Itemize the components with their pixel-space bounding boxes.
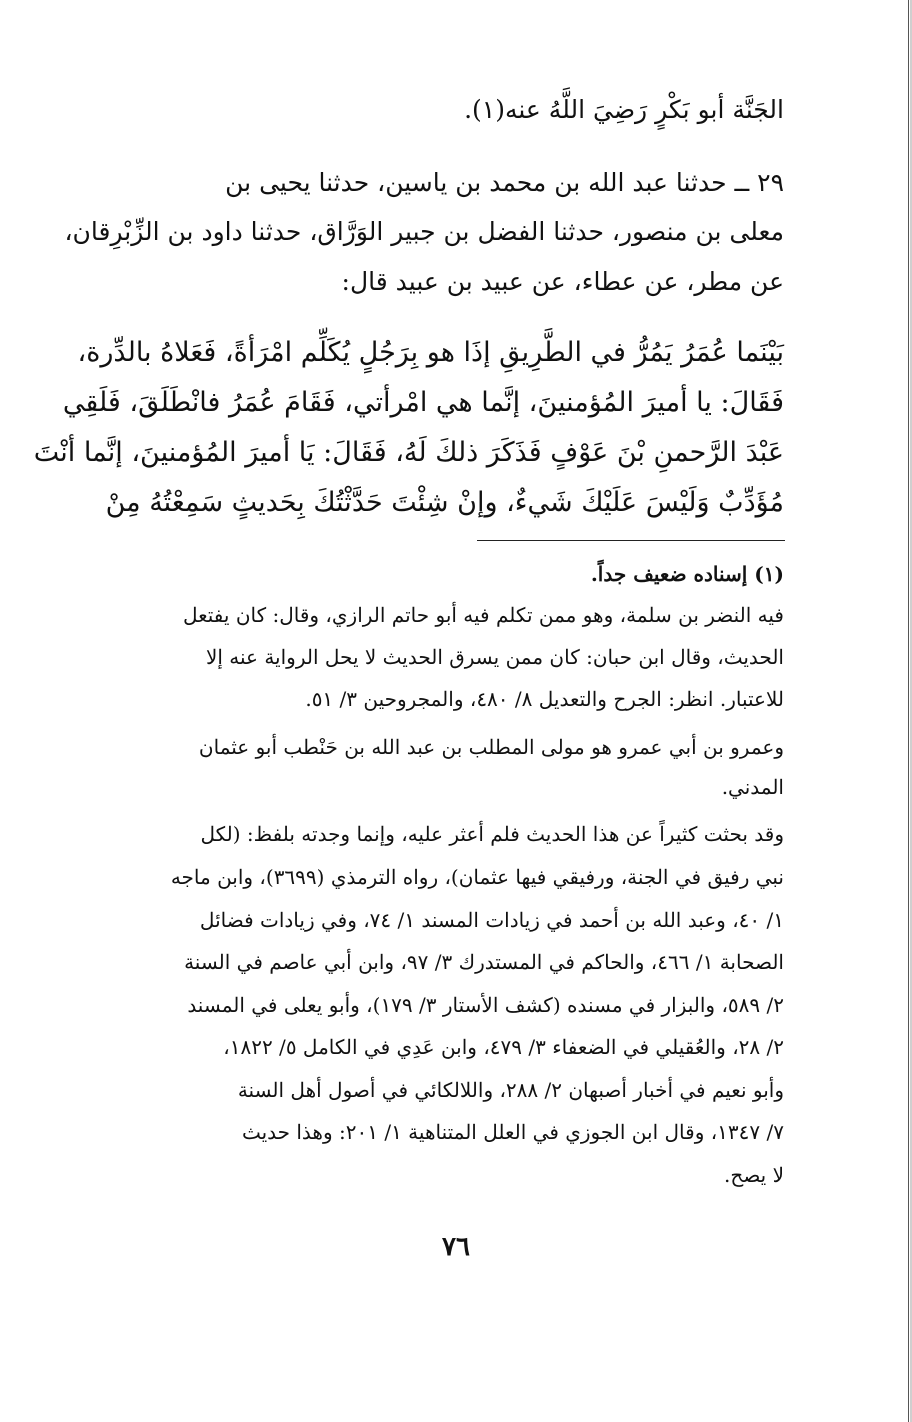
footnote-line-10: ٢/ ٥٨٩، والبزار في مسنده (كشف الأستار ٣/ ١٧٩)، وأبو يعلى في المسند [187,993,784,1017]
page-number: ٧٦ [442,1232,470,1262]
main-text-line-3: معلى بن منصور، حدثنا الفضل بن جبير الوَرَّاق، حدثنا داود بن الزِّبْرِقان، [64,217,784,246]
footnote-line-2: الحديث، وقال ابن حبان: كان ممن يسرق الحديث لا يحل الرواية عنه إلا [205,645,784,669]
main-text-line-2: ٢٩ ــ حدثنا عبد الله بن محمد بن ياسين، حدثنا يحيى بن [225,168,784,197]
main-text-line-4: عن مطر، عن عطاء، عن عبيد بن عبيد قال: [341,267,784,296]
footnote-line-7: نبي رفيق في الجنة، ورفيقي فيها عثمان)، رواه الترمذي (٣٦٩٩)، وابن ماجه [170,865,784,889]
footnote-line-4: وعمرو بن أبي عمرو هو مولى المطلب بن عبد الله بن حَنْطب أبو عثمان [198,735,784,759]
footnote-line-6: وقد بحثت كثيراً عن هذا الحديث فلم أعثر عليه، وإنما وجدته بلفظ: (لكل [200,822,784,846]
footnote-separator [477,540,785,541]
hadith-line-3: عَبْدَ الرَّحمنِ بْنَ عَوْفٍ فَذَكَرَ ذلكَ لَهُ، فَقَالَ: يَا أميرَ المُؤمنينَ، إنَّما أنْتَ [33,437,784,468]
hadith-line-4: مُؤَدِّبٌ وَلَيْسَ عَلَيْكَ شَيءٌ، وإنْ شِئْتَ حَدَّثْتُكَ بِحَديثٍ سَمِعْتُهُ مِنْ [105,487,784,518]
footnote-line-11: ٢/ ٢٨، والعُقيلي في الضعفاء ٣/ ٤٧٩، وابن عَدِي في الكامل ٥/ ١٨٢٢، [223,1035,784,1059]
footnote-line-5: المدني. [721,775,784,799]
hadith-line-1: بَيْنَما عُمَرُ يَمُرُّ في الطَّرِيقِ إذَا هو بِرَجُلٍ يُكَلِّم امْرَأةً، فَعَلاهُ بالدِّرة، [77,337,784,368]
footnote-line-3: للاعتبار. انظر: الجرح والتعديل ٨/ ٤٨٠، والمجروحين ٣/ ٥١. [305,687,784,711]
main-text-line-1: الجَنَّة أبو بَكْرٍ رَضِيَ اللَّهُ عنه(١). [464,95,784,124]
footnote-line-12: وأبو نعيم في أخبار أصبهان ٢/ ٢٨٨، واللالكائي في أصول أهل السنة [237,1078,784,1102]
footnote-heading: (١) إسناده ضعيف جداً. [590,562,784,586]
page-edge-line [908,0,909,1422]
footnote-line-14: لا يصح. [724,1163,784,1187]
footnote-line-1: فيه النضر بن سلمة، وهو ممن تكلم فيه أبو حاتم الرازي، وقال: كان يفتعل [182,603,784,627]
footnote-line-8: ١/ ٤٠، وعبد الله بن أحمد في زيادات المسند ١/ ٧٤، وفي زيادات فضائل [199,908,784,932]
footnote-line-13: ٧/ ١٣٤٧، وقال ابن الجوزي في العلل المتناهية ١/ ٢٠١: وهذا حديث [241,1120,784,1144]
footnote-line-9: الصحابة ١/ ٤٦٦، والحاكم في المستدرك ٣/ ٩٧، وابن أبي عاصم في السنة [184,950,784,974]
hadith-line-2: فَقَالَ: يا أميرَ المُؤمنينَ، إنَّما هي امْرأتي، فَقَامَ عُمَرُ فانْطَلَقَ، فَلَقِي [62,387,784,418]
